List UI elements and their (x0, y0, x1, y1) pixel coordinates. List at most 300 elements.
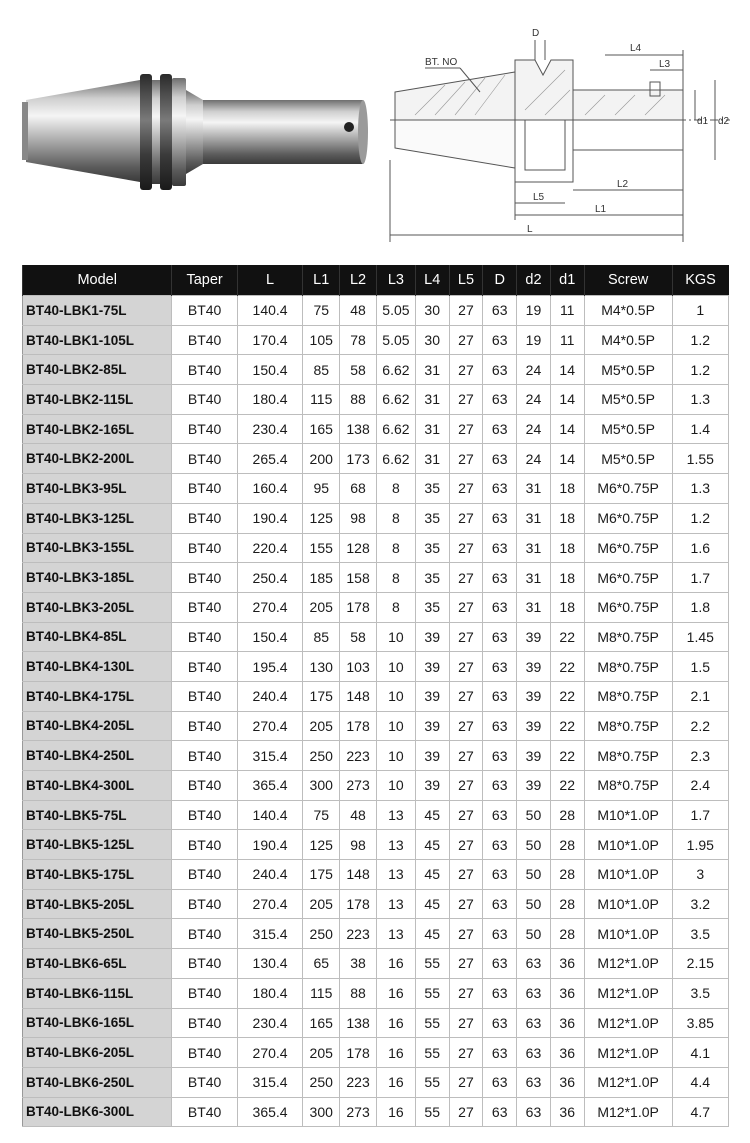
cell-screw: M5*0.5P (584, 385, 672, 415)
cell-l: 250.4 (237, 563, 302, 593)
cell-taper: BT40 (172, 1038, 237, 1068)
cell-taper: BT40 (172, 503, 237, 533)
cell-l5: 27 (449, 919, 483, 949)
cell-taper: BT40 (172, 355, 237, 385)
cell-d1: 14 (550, 385, 584, 415)
header-d1: d1 (550, 265, 584, 296)
cell-l1: 205 (303, 1038, 340, 1068)
cell-l3: 13 (376, 860, 415, 890)
cell-d1: 22 (550, 711, 584, 741)
cell-screw: M5*0.5P (584, 355, 672, 385)
cell-taper: BT40 (172, 444, 237, 474)
cell-d1: 14 (550, 355, 584, 385)
cell-l2: 138 (340, 414, 377, 444)
cell-l: 170.4 (237, 325, 302, 355)
cell-model: BT40-LBK6-165L (23, 1008, 172, 1038)
cell-kgs: 4.4 (672, 1067, 728, 1097)
cell-kgs: 2.15 (672, 949, 728, 979)
cell-d: 63 (483, 919, 517, 949)
cell-l1: 300 (303, 1097, 340, 1127)
cell-d: 63 (483, 503, 517, 533)
header-l1: L1 (303, 265, 340, 296)
cell-l4: 35 (415, 533, 449, 563)
cell-l2: 68 (340, 474, 377, 504)
cell-l1: 115 (303, 978, 340, 1008)
cell-kgs: 1.5 (672, 652, 728, 682)
header-d2: d2 (517, 265, 551, 296)
cell-l2: 178 (340, 889, 377, 919)
cell-model: BT40-LBK4-250L (23, 741, 172, 771)
dim-label-l: L (527, 224, 533, 235)
cell-l4: 31 (415, 444, 449, 474)
cell-d1: 36 (550, 1097, 584, 1127)
cell-screw: M12*1.0P (584, 1097, 672, 1127)
cell-l: 150.4 (237, 622, 302, 652)
cell-taper: BT40 (172, 563, 237, 593)
cell-d: 63 (483, 1038, 517, 1068)
cell-kgs: 3.5 (672, 919, 728, 949)
cell-screw: M8*0.75P (584, 622, 672, 652)
cell-d2: 50 (517, 860, 551, 890)
cell-l2: 138 (340, 1008, 377, 1038)
cell-d: 63 (483, 652, 517, 682)
cell-d: 63 (483, 563, 517, 593)
cell-d1: 22 (550, 681, 584, 711)
cell-screw: M6*0.75P (584, 474, 672, 504)
cell-model: BT40-LBK4-175L (23, 681, 172, 711)
cell-l4: 45 (415, 889, 449, 919)
cell-l2: 223 (340, 919, 377, 949)
cell-l: 365.4 (237, 1097, 302, 1127)
cell-taper: BT40 (172, 860, 237, 890)
cell-d: 63 (483, 949, 517, 979)
cell-l5: 27 (449, 652, 483, 682)
cell-l: 190.4 (237, 830, 302, 860)
cell-l2: 223 (340, 1067, 377, 1097)
cell-kgs: 1.7 (672, 800, 728, 830)
cell-l2: 273 (340, 1097, 377, 1127)
table-row (23, 771, 729, 801)
cell-l: 230.4 (237, 414, 302, 444)
cell-kgs: 1 (672, 296, 728, 326)
cell-l5: 27 (449, 474, 483, 504)
cell-d1: 18 (550, 474, 584, 504)
cell-l4: 39 (415, 741, 449, 771)
cell-d1: 36 (550, 1038, 584, 1068)
cell-l: 190.4 (237, 503, 302, 533)
cell-l4: 35 (415, 592, 449, 622)
cell-kgs: 3.85 (672, 1008, 728, 1038)
cell-l: 150.4 (237, 355, 302, 385)
cell-d2: 19 (517, 325, 551, 355)
cell-l5: 27 (449, 741, 483, 771)
cell-l1: 125 (303, 830, 340, 860)
cell-l1: 165 (303, 1008, 340, 1038)
cell-model: BT40-LBK6-250L (23, 1067, 172, 1097)
cell-l4: 55 (415, 1067, 449, 1097)
cell-l4: 45 (415, 800, 449, 830)
cell-taper: BT40 (172, 949, 237, 979)
cell-l5: 27 (449, 385, 483, 415)
cell-l1: 105 (303, 325, 340, 355)
cell-d1: 14 (550, 444, 584, 474)
cell-l3: 16 (376, 1067, 415, 1097)
cell-d2: 24 (517, 385, 551, 415)
cell-kgs: 1.8 (672, 592, 728, 622)
cell-d1: 14 (550, 414, 584, 444)
cell-screw: M8*0.75P (584, 771, 672, 801)
cell-kgs: 1.55 (672, 444, 728, 474)
cell-model: BT40-LBK3-95L (23, 474, 172, 504)
cell-taper: BT40 (172, 681, 237, 711)
cell-model: BT40-LBK6-115L (23, 978, 172, 1008)
cell-taper: BT40 (172, 978, 237, 1008)
table-row (23, 355, 729, 385)
cell-l3: 6.62 (376, 414, 415, 444)
cell-l1: 205 (303, 592, 340, 622)
cell-l2: 173 (340, 444, 377, 474)
cell-l5: 27 (449, 296, 483, 326)
cell-l3: 16 (376, 1097, 415, 1127)
cell-l1: 65 (303, 949, 340, 979)
cell-kgs: 2.1 (672, 681, 728, 711)
cell-l: 195.4 (237, 652, 302, 682)
cell-d2: 50 (517, 889, 551, 919)
cell-l5: 27 (449, 355, 483, 385)
cell-d1: 28 (550, 800, 584, 830)
cell-model: BT40-LBK2-115L (23, 385, 172, 415)
cell-l4: 30 (415, 296, 449, 326)
cell-taper: BT40 (172, 622, 237, 652)
cell-l5: 27 (449, 889, 483, 919)
cell-l: 220.4 (237, 533, 302, 563)
cell-taper: BT40 (172, 771, 237, 801)
cell-d2: 31 (517, 533, 551, 563)
cell-screw: M10*1.0P (584, 919, 672, 949)
cell-d2: 39 (517, 711, 551, 741)
cell-l1: 130 (303, 652, 340, 682)
cell-d2: 24 (517, 414, 551, 444)
cell-kgs: 1.3 (672, 474, 728, 504)
cell-l3: 8 (376, 563, 415, 593)
cell-l: 180.4 (237, 385, 302, 415)
cell-d2: 63 (517, 978, 551, 1008)
cell-d: 63 (483, 681, 517, 711)
cell-l1: 115 (303, 385, 340, 415)
table-row (23, 741, 729, 771)
cell-d1: 22 (550, 741, 584, 771)
cell-l1: 205 (303, 711, 340, 741)
cell-screw: M8*0.75P (584, 741, 672, 771)
cell-l3: 6.62 (376, 385, 415, 415)
table-row (23, 563, 729, 593)
cell-d: 63 (483, 800, 517, 830)
cell-kgs: 1.95 (672, 830, 728, 860)
cell-kgs: 2.4 (672, 771, 728, 801)
cell-screw: M5*0.5P (584, 414, 672, 444)
dim-label-l2: L2 (617, 179, 629, 190)
cell-taper: BT40 (172, 830, 237, 860)
cell-d: 63 (483, 830, 517, 860)
cell-d1: 18 (550, 592, 584, 622)
cell-l5: 27 (449, 978, 483, 1008)
cell-d: 63 (483, 592, 517, 622)
cell-d1: 36 (550, 978, 584, 1008)
cell-d2: 31 (517, 592, 551, 622)
cell-l5: 27 (449, 563, 483, 593)
cell-l3: 10 (376, 741, 415, 771)
cell-l5: 27 (449, 503, 483, 533)
cell-l: 265.4 (237, 444, 302, 474)
cell-d: 63 (483, 978, 517, 1008)
cell-model: BT40-LBK3-155L (23, 533, 172, 563)
cell-l1: 200 (303, 444, 340, 474)
cell-screw: M10*1.0P (584, 860, 672, 890)
cell-l4: 39 (415, 771, 449, 801)
cell-model: BT40-LBK1-75L (23, 296, 172, 326)
cell-l: 270.4 (237, 1038, 302, 1068)
cell-l3: 6.62 (376, 355, 415, 385)
cell-l: 365.4 (237, 771, 302, 801)
cell-l5: 27 (449, 1067, 483, 1097)
cell-kgs: 1.7 (672, 563, 728, 593)
cell-screw: M8*0.75P (584, 711, 672, 741)
cell-d2: 63 (517, 1097, 551, 1127)
cell-screw: M10*1.0P (584, 800, 672, 830)
cell-model: BT40-LBK3-205L (23, 592, 172, 622)
cell-taper: BT40 (172, 919, 237, 949)
cell-d: 63 (483, 741, 517, 771)
cell-l2: 38 (340, 949, 377, 979)
table-row (23, 652, 729, 682)
cell-taper: BT40 (172, 533, 237, 563)
cell-l2: 58 (340, 355, 377, 385)
cell-l1: 300 (303, 771, 340, 801)
cell-l: 230.4 (237, 1008, 302, 1038)
cell-l2: 48 (340, 296, 377, 326)
header-l5: L5 (449, 265, 483, 296)
cell-l2: 148 (340, 681, 377, 711)
cell-d1: 36 (550, 1067, 584, 1097)
cell-l4: 55 (415, 1097, 449, 1127)
cell-l3: 13 (376, 830, 415, 860)
cell-model: BT40-LBK2-200L (23, 444, 172, 474)
cell-model: BT40-LBK4-85L (23, 622, 172, 652)
cell-l2: 178 (340, 711, 377, 741)
cell-l5: 27 (449, 830, 483, 860)
table-row (23, 889, 729, 919)
cell-taper: BT40 (172, 474, 237, 504)
cell-l4: 35 (415, 563, 449, 593)
cell-l: 270.4 (237, 592, 302, 622)
cell-model: BT40-LBK2-85L (23, 355, 172, 385)
dim-label-l1: L1 (595, 204, 607, 215)
cell-screw: M6*0.75P (584, 503, 672, 533)
cell-model: BT40-LBK5-75L (23, 800, 172, 830)
cell-l: 140.4 (237, 296, 302, 326)
cell-l3: 6.62 (376, 444, 415, 474)
cell-l1: 250 (303, 1067, 340, 1097)
cell-l: 180.4 (237, 978, 302, 1008)
cell-kgs: 4.7 (672, 1097, 728, 1127)
dim-label-l3: L3 (659, 59, 671, 70)
cell-kgs: 1.6 (672, 533, 728, 563)
cell-l5: 27 (449, 325, 483, 355)
cell-l1: 250 (303, 919, 340, 949)
cell-l: 130.4 (237, 949, 302, 979)
cell-d: 63 (483, 474, 517, 504)
cell-l3: 16 (376, 949, 415, 979)
cell-taper: BT40 (172, 652, 237, 682)
cell-l2: 128 (340, 533, 377, 563)
table-row (23, 1038, 729, 1068)
cell-model: BT40-LBK5-125L (23, 830, 172, 860)
header-d: D (483, 265, 517, 296)
cell-l2: 178 (340, 592, 377, 622)
cell-model: BT40-LBK6-65L (23, 949, 172, 979)
cell-l5: 27 (449, 681, 483, 711)
header-screw: Screw (584, 265, 672, 296)
cell-kgs: 1.3 (672, 385, 728, 415)
cell-l5: 27 (449, 622, 483, 652)
cell-model: BT40-LBK6-300L (23, 1097, 172, 1127)
cell-l3: 13 (376, 889, 415, 919)
cell-l1: 165 (303, 414, 340, 444)
cell-l5: 27 (449, 949, 483, 979)
header-model: Model (23, 265, 172, 296)
cell-l4: 30 (415, 325, 449, 355)
cell-l5: 27 (449, 771, 483, 801)
cell-l4: 31 (415, 414, 449, 444)
cell-screw: M6*0.75P (584, 592, 672, 622)
header-taper: Taper (172, 265, 237, 296)
cell-d2: 63 (517, 1038, 551, 1068)
cell-d2: 50 (517, 830, 551, 860)
cell-l1: 155 (303, 533, 340, 563)
cell-l3: 8 (376, 474, 415, 504)
cell-l3: 5.05 (376, 296, 415, 326)
cell-l4: 39 (415, 681, 449, 711)
cell-d2: 63 (517, 1008, 551, 1038)
cell-d: 63 (483, 622, 517, 652)
table-row (23, 711, 729, 741)
cell-taper: BT40 (172, 1097, 237, 1127)
cell-d2: 39 (517, 622, 551, 652)
cell-l5: 27 (449, 800, 483, 830)
cell-l: 140.4 (237, 800, 302, 830)
cell-d: 63 (483, 711, 517, 741)
cell-l5: 27 (449, 1038, 483, 1068)
cell-l5: 27 (449, 444, 483, 474)
cell-taper: BT40 (172, 1067, 237, 1097)
cell-l3: 10 (376, 652, 415, 682)
table-row (23, 622, 729, 652)
cell-d: 63 (483, 296, 517, 326)
dim-label-btno: BT. NO (425, 57, 458, 68)
cell-kgs: 3 (672, 860, 728, 890)
cell-d2: 31 (517, 563, 551, 593)
cell-l3: 13 (376, 919, 415, 949)
cell-l2: 88 (340, 385, 377, 415)
cell-screw: M10*1.0P (584, 889, 672, 919)
cell-taper: BT40 (172, 1008, 237, 1038)
cell-screw: M12*1.0P (584, 978, 672, 1008)
cell-model: BT40-LBK4-300L (23, 771, 172, 801)
cell-l3: 8 (376, 503, 415, 533)
tool-holder-photo (18, 70, 373, 195)
cell-screw: M6*0.75P (584, 563, 672, 593)
cell-model: BT40-LBK4-130L (23, 652, 172, 682)
cell-l4: 45 (415, 919, 449, 949)
cell-l5: 27 (449, 1097, 483, 1127)
cell-l3: 16 (376, 1038, 415, 1068)
cell-screw: M6*0.75P (584, 533, 672, 563)
cell-d1: 28 (550, 919, 584, 949)
cell-d2: 24 (517, 355, 551, 385)
table-header-row (23, 265, 729, 296)
cell-d1: 22 (550, 652, 584, 682)
cell-l4: 35 (415, 474, 449, 504)
table-row (23, 385, 729, 415)
cell-l1: 250 (303, 741, 340, 771)
cell-d: 63 (483, 1008, 517, 1038)
cell-kgs: 1.2 (672, 325, 728, 355)
cell-d: 63 (483, 889, 517, 919)
cell-kgs: 3.2 (672, 889, 728, 919)
cell-l4: 55 (415, 949, 449, 979)
cell-d1: 36 (550, 949, 584, 979)
cell-l2: 148 (340, 860, 377, 890)
cell-model: BT40-LBK2-165L (23, 414, 172, 444)
cell-l: 315.4 (237, 1067, 302, 1097)
cell-d1: 18 (550, 503, 584, 533)
cell-d2: 63 (517, 1067, 551, 1097)
cell-d2: 50 (517, 800, 551, 830)
cell-l1: 95 (303, 474, 340, 504)
cell-kgs: 1.2 (672, 355, 728, 385)
cell-l1: 75 (303, 800, 340, 830)
dim-label-d1: d1 (697, 116, 709, 127)
cell-l2: 58 (340, 622, 377, 652)
cell-l1: 185 (303, 563, 340, 593)
cell-kgs: 2.3 (672, 741, 728, 771)
cell-d2: 39 (517, 771, 551, 801)
cell-l2: 273 (340, 771, 377, 801)
cell-d1: 22 (550, 622, 584, 652)
cell-l4: 39 (415, 622, 449, 652)
dim-label-d: D (532, 28, 540, 39)
cell-d1: 11 (550, 325, 584, 355)
dim-label-d2: d2 (718, 116, 730, 127)
cell-l4: 31 (415, 355, 449, 385)
cell-screw: M12*1.0P (584, 1038, 672, 1068)
table-row (23, 533, 729, 563)
cell-l5: 27 (449, 533, 483, 563)
cell-d2: 24 (517, 444, 551, 474)
cell-model: BT40-LBK6-205L (23, 1038, 172, 1068)
cell-d: 63 (483, 1067, 517, 1097)
cell-l2: 78 (340, 325, 377, 355)
cell-d1: 11 (550, 296, 584, 326)
cell-l: 160.4 (237, 474, 302, 504)
table-row (23, 325, 729, 355)
header-l4: L4 (415, 265, 449, 296)
cell-screw: M8*0.75P (584, 652, 672, 682)
cell-taper: BT40 (172, 296, 237, 326)
cell-l4: 35 (415, 503, 449, 533)
cell-d: 63 (483, 1097, 517, 1127)
cell-d: 63 (483, 414, 517, 444)
